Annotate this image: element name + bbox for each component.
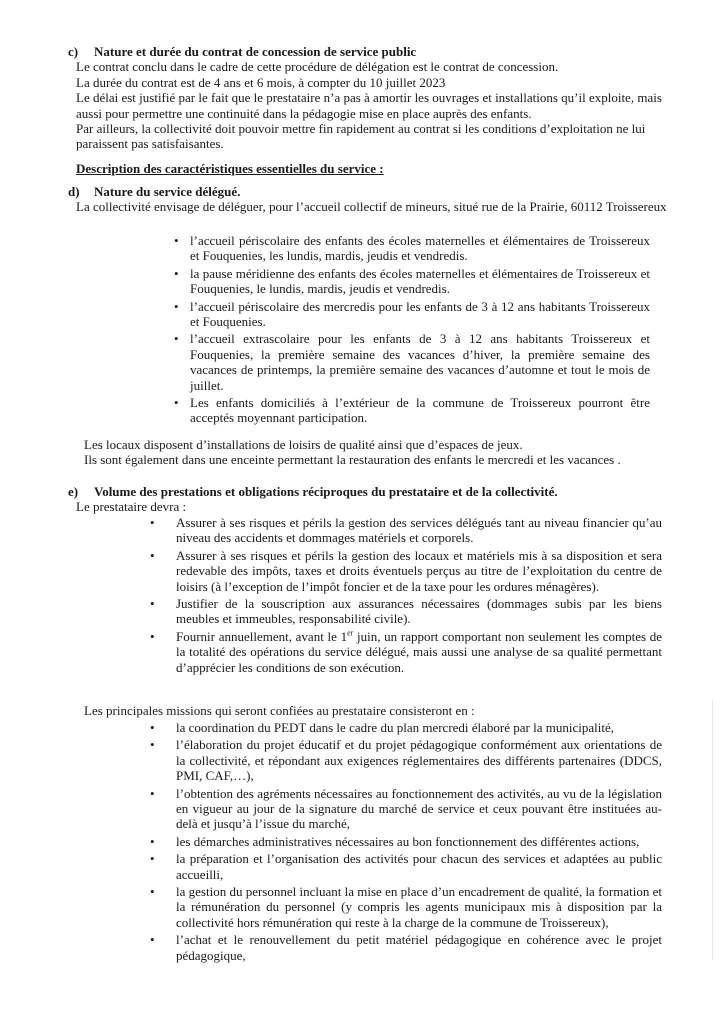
section-c-paragraph: Par ailleurs, la collectivité doit pouvoir mettre fin rapidement au contrat si les conditions d’exploitation ne lui paraissent pas satisfaisantes. <box>76 121 646 152</box>
section-d-title: Nature du service délégué. <box>94 184 241 199</box>
section-e-heading <box>68 484 670 499</box>
section-c-paragraph: Le contrat conclu dans le cadre de cette procédure de délégation est le contrat de concession. <box>76 59 559 75</box>
list-item: • la coordination du PEDT dans le cadre du plan mercredi élaboré par la municipalité, <box>176 720 662 735</box>
section-d-label: d) <box>68 184 80 199</box>
locaux-line: Ils sont également dans une enceinte permettant la restauration des enfants le mercredi et les vacances . <box>84 452 621 468</box>
section-d-heading <box>68 184 670 199</box>
section-c-label: c) <box>68 44 79 59</box>
list-item: • l’accueil périscolaire des mercredis pour les enfants de 3 à 12 ans habitants Troissereux et Fouquenies. <box>190 299 650 330</box>
list-item: • l’accueil périscolaire des enfants des écoles maternelles et élémentaires de Troissereux et Fouquenies, les lundis, mardis, jeudis et vendredis. <box>190 233 650 264</box>
section-c-heading <box>68 44 670 59</box>
section-e <box>68 484 670 515</box>
list-item: • Justifier de la souscription aux assurances nécessaires (dommages subis par les biens meubles et immeubles, responsabilité civile). <box>176 596 662 627</box>
list-item: • l’élaboration du projet éducatif et du projet pédagogique conformément aux orientations de la collectivité, et répondant aux exigences réglementaires des différents partenaires (DDCS, PMI, CAF,…), <box>176 737 662 783</box>
locaux-paragraph <box>84 437 684 468</box>
list-item: • la préparation et l’organisation des activités pour chacun des services et adaptées au public accueilli, <box>176 851 662 882</box>
missions-intro: Les principales missions qui seront confiées au prestataire consisteront en : <box>84 703 475 718</box>
obligations-list <box>176 515 662 677</box>
list-item: • la gestion du personnel incluant la mise en place d’un encadrement de qualité, la formation et la rémunération du personnel (y compris les agents municipaux mis à disposition par la collectivité hors rémunération qui reste à la charge de la commune de Troissereux), <box>176 884 662 930</box>
section-c-paragraph: La durée du contrat est de 4 ans et 6 mois, à compter du 10 juillet 2023 <box>76 74 446 90</box>
section-d-intro: La collectivité envisage de déléguer, pour l’accueil collectif de mineurs, situé rue de la Prairie, 60112 Troissereux <box>76 199 667 215</box>
service-list <box>190 233 650 428</box>
list-item: • l’accueil extrascolaire pour les enfants de 3 à 12 ans habitants Troissereux et Fouquenies, la première semaine des vacances d’hiver, la première semaine des vacances de printemps, la première semaine des vacances d’automne et tout le mois de juillet. <box>190 331 650 393</box>
missions-list <box>176 720 662 965</box>
description-heading: Description des caractéristiques essentielles du service : <box>76 161 384 176</box>
list-item: • Assurer à ses risques et périls la gestion des services délégués tant au niveau financier qu’au niveau des accidents et dommages matériels et corporels. <box>176 515 662 546</box>
section-d <box>68 184 670 215</box>
section-c-title: Nature et durée du contrat de concession de service public <box>94 44 417 59</box>
section-c <box>68 44 670 152</box>
scan-edge-line <box>712 700 713 960</box>
list-item: • Les enfants domiciliés à l’extérieur de la commune de Troissereux pourront être acceptés moyennant participation. <box>190 395 650 426</box>
list-item: • l’obtention des agréments nécessaires au fonctionnement des activités, au vu de la législation en vigueur au jour de la signature du marché de service et ceux pouvant être instituées au-delà et jusqu’à l’issue du marché, <box>176 786 662 832</box>
list-item: • Fournir annuellement, avant le 1er juin, un rapport comportant non seulement les comptes de la totalité des opérations du service délégué, mais aussi une analyse de sa qualité permettant d’apprécier les conditions de son exécution. <box>176 629 662 675</box>
list-item: • l’achat et le renouvellement du petit matériel pédagogique en cohérence avec le projet pédagogique, <box>176 932 662 963</box>
section-e-title: Volume des prestations et obligations réciproques du prestataire et de la collectivité. <box>94 484 558 499</box>
section-c-paragraph: Le délai est justifié par le fait que le prestataire n’a pas à amortir les ouvrages et installations qu’il exploite, mais aussi pour permettre une continuité dans la pédagogie mise en place auprès des enfants. <box>76 90 662 121</box>
list-item: • la pause méridienne des enfants des écoles maternelles et élémentaires de Troissereux et Fouquenies, le lundis, mardis, jeudis et vendredis. <box>190 266 650 297</box>
section-e-label: e) <box>68 484 79 499</box>
section-e-intro: Le prestataire devra : <box>76 499 187 515</box>
locaux-line: Les locaux disposent d’installations de loisirs de qualité ainsi que d’espaces de jeux. <box>84 437 523 452</box>
list-item: • les démarches administratives nécessaires au bon fonctionnement des différentes actions, <box>176 834 662 849</box>
list-item: • Assurer à ses risques et périls la gestion des locaux et matériels mis à sa disposition et sera redevable des impôts, taxes et droits éventuels perçus au titre de l’exploitation du centre de loisirs (à l’exception de l’impôt foncier et de la taxe pour les ordures ménagères). <box>176 548 662 594</box>
